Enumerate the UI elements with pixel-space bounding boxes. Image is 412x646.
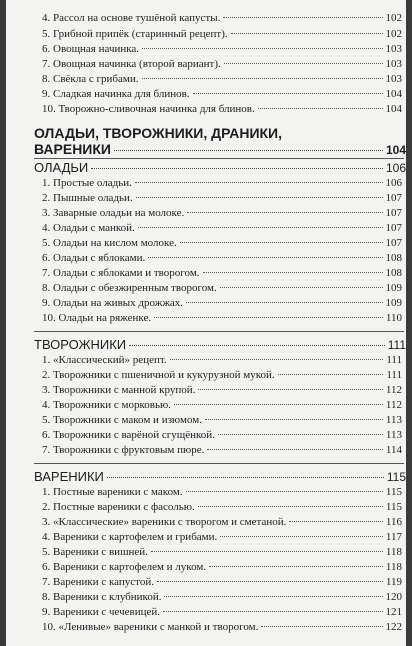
toc-entry: 1. «Классический» рецепт. 111 [42, 354, 402, 366]
toc-entry: 7. Оладьи с яблоками и творогом. 108 [42, 267, 402, 279]
chapter-title-line2: ВАРЕНИКИ 104 [34, 141, 406, 157]
book-page [6, 0, 406, 646]
toc-entry: 10. «Ленивые» вареники с манкой и творогом. 122 [42, 621, 402, 633]
toc-entry: 5. Вареники с вишней. 118 [42, 546, 402, 558]
toc-entry: 1. Постные вареники с маком. 115 [42, 486, 402, 498]
toc-entry: 3. Творожники с манной крупой. 112 [42, 384, 402, 396]
toc-entry: 1. Простые оладьи. 106 [42, 177, 402, 189]
toc-entry: 7. Вареники с капустой. 119 [42, 576, 402, 588]
section-heading: ОЛАДЬИ 106 [34, 160, 406, 175]
toc-entry: 3. «Классические» вареники с творогом и сметаной. 116 [42, 516, 402, 528]
toc-entry: 2. Творожники с пшеничной и кукурузной мукой. 111 [42, 369, 402, 381]
toc-entry: 9. Вареники с чечевицей. 121 [42, 606, 402, 618]
toc-entry: 6. Овощная начинка. 103 [42, 43, 402, 55]
toc-entry: 3. Заварные оладьи на молоке. 107 [42, 207, 402, 219]
toc-entry: 7. Овощная начинка (второй вариант). 103 [42, 58, 402, 70]
section-heading: ТВОРОЖНИКИ 111 [34, 337, 406, 352]
toc-entry: 5. Оладьи на кислом молоке. 107 [42, 237, 402, 249]
toc-entry: 8. Оладьи с обезжиренным творогом. 109 [42, 282, 402, 294]
toc-entry: 2. Постные вареники с фасолью. 115 [42, 501, 402, 513]
toc-entry: 4. Оладьи с манкой. 107 [42, 222, 402, 234]
toc-entry: 10. Оладьи на ряженке. 110 [42, 312, 402, 324]
toc-entry: 8. Вареники с клубникой. 120 [42, 591, 402, 603]
toc-entry: 4. Рассол на основе тушёной капусты. 102 [42, 12, 402, 24]
toc-entry: 4. Творожники с морковью. 112 [42, 399, 402, 411]
toc-entry: 6. Оладьи с яблоками. 108 [42, 252, 402, 264]
section-heading: ВАРЕНИКИ 115 [34, 469, 406, 484]
toc-entry: 10. Творожно-сливочная начинка для блинов. 104 [42, 103, 402, 115]
toc-entry: 7. Творожники с фруктовым пюре. 114 [42, 444, 402, 456]
toc-entry: 6. Творожники с варёной сгущёнкой. 113 [42, 429, 402, 441]
chapter-page: 104 [385, 143, 406, 157]
toc-entry: 9. Оладьи на живых дрожжах. 109 [42, 297, 402, 309]
toc-entry: 5. Грибной припёк (старинный рецепт). 102 [42, 28, 402, 40]
toc-entry: 4. Вареники с картофелем и грибами. 117 [42, 531, 402, 543]
chapter-title: ОЛАДЬИ, ТВОРОЖНИКИ, ДРАНИКИ, [34, 125, 283, 141]
divider [34, 331, 404, 332]
toc-entry: 8. Свёкла с грибами. 103 [42, 73, 402, 85]
toc-entry: 2. Пышные оладьи. 107 [42, 192, 402, 204]
toc-entry: 6. Вареники с картофелем и луком. 118 [42, 561, 402, 573]
divider [34, 463, 404, 464]
toc-entry: 5. Творожники с маком и изюмом. 113 [42, 414, 402, 426]
toc-entry: 9. Сладкая начинка для блинов. 104 [42, 88, 402, 100]
